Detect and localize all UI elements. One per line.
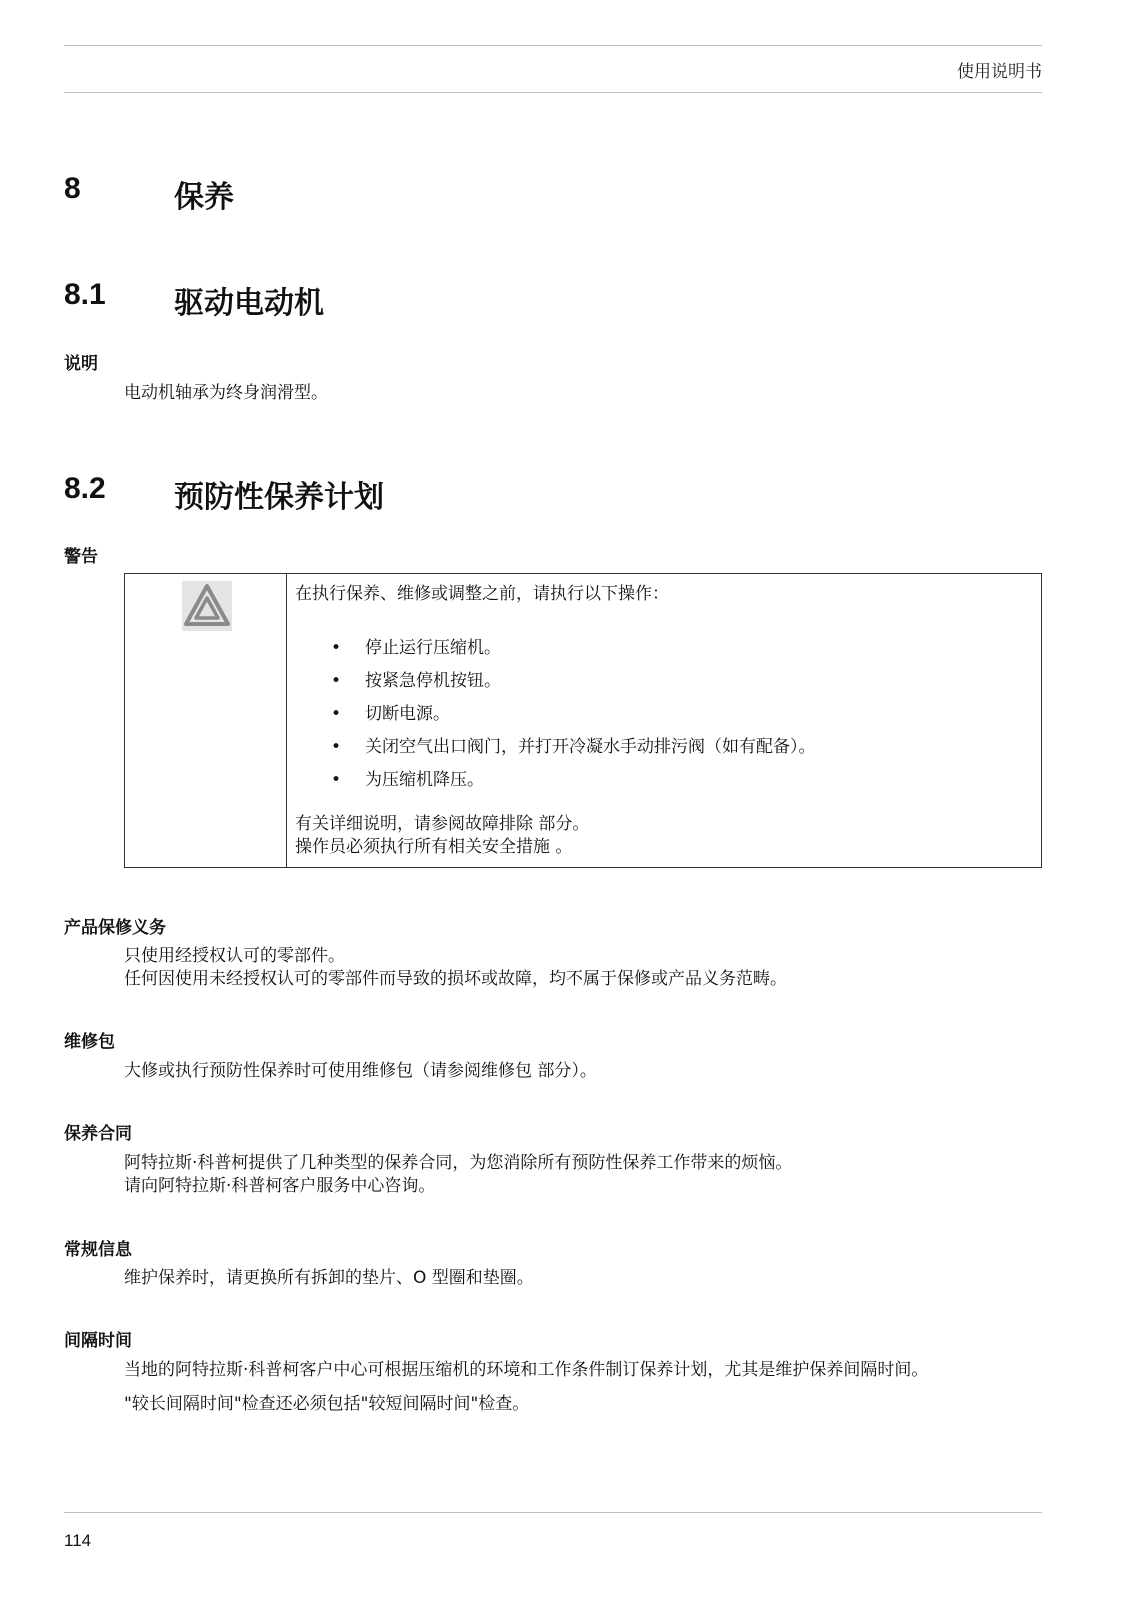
interval-heading: 间隔时间: [64, 1331, 132, 1351]
warning-icon-cell: [125, 574, 287, 867]
bullet-icon: •: [331, 737, 342, 757]
contracts-heading: 保养合同: [64, 1124, 132, 1144]
warranty-heading: 产品保修义务: [64, 918, 166, 938]
warning-triangle-icon: [182, 581, 232, 631]
list-item: • 为压缩机降压。: [295, 764, 816, 797]
kits-line-1: 大修或执行预防性保养时可使用维修包（请参阅维修包 部分）。: [124, 1061, 597, 1081]
general-heading: 常规信息: [64, 1240, 132, 1260]
bullet-icon: •: [331, 638, 342, 658]
section-8-2-number: 8.2: [64, 472, 106, 505]
bullet-icon: •: [331, 770, 342, 790]
contracts-line-2: 请向阿特拉斯·科普柯客户服务中心咨询。: [124, 1176, 436, 1196]
page-number: 114: [64, 1531, 92, 1550]
warning-heading: 警告: [64, 547, 98, 567]
header-title: 使用说明书: [957, 62, 1042, 82]
interval-line-2: "较长间隔时间"检查还必须包括"较短间隔时间"检查。: [124, 1394, 530, 1414]
bullet-icon: •: [331, 671, 342, 691]
warning-table: [124, 573, 1042, 868]
interval-line-1: 当地的阿特拉斯·科普柯客户中心可根据压缩机的环境和工作条件制订保养计划，尤其是维护保养间隔时间。: [124, 1360, 929, 1380]
header-top-rule: [64, 45, 1042, 46]
warranty-line-2: 任何因使用未经授权认可的零部件而导致的损坏或故障，均不属于保修或产品义务范畴。: [124, 969, 787, 989]
chapter-title: 保养: [174, 180, 234, 215]
section-8-1-number: 8.1: [64, 278, 106, 311]
kits-heading: 维修包: [64, 1032, 115, 1052]
section-8-1-title: 驱动电动机: [174, 286, 324, 321]
list-item: • 切断电源。: [295, 698, 816, 731]
general-line-1: 维护保养时，请更换所有拆卸的垫片、O 型圈和垫圈。: [124, 1268, 534, 1288]
footer-rule: [64, 1512, 1042, 1513]
warning-intro: 在执行保养、维修或调整之前，请执行以下操作：: [295, 584, 669, 604]
contracts-line-1: 阿特拉斯·科普柯提供了几种类型的保养合同，为您消除所有预防性保养工作带来的烦恼。: [124, 1153, 793, 1173]
section-8-2-title: 预防性保养计划: [174, 480, 384, 515]
header-bottom-rule: [64, 92, 1042, 93]
warning-line-1: 有关详细说明，请参阅故障排除 部分。: [295, 814, 590, 834]
chapter-number: 8: [64, 172, 81, 205]
list-item: • 停止运行压缩机。: [295, 632, 816, 665]
note-text: 电动机轴承为终身润滑型。: [124, 383, 328, 403]
warning-list: [295, 632, 816, 797]
warning-line-2: 操作员必须执行所有相关安全措施 。: [295, 837, 573, 857]
warranty-line-1: 只使用经授权认可的零部件。: [124, 946, 345, 966]
bullet-icon: •: [331, 704, 342, 724]
note-heading: 说明: [64, 354, 98, 374]
list-item: • 关闭空气出口阀门，并打开冷凝水手动排污阀（如有配备）。: [295, 731, 816, 764]
list-item: • 按紧急停机按钮。: [295, 665, 816, 698]
